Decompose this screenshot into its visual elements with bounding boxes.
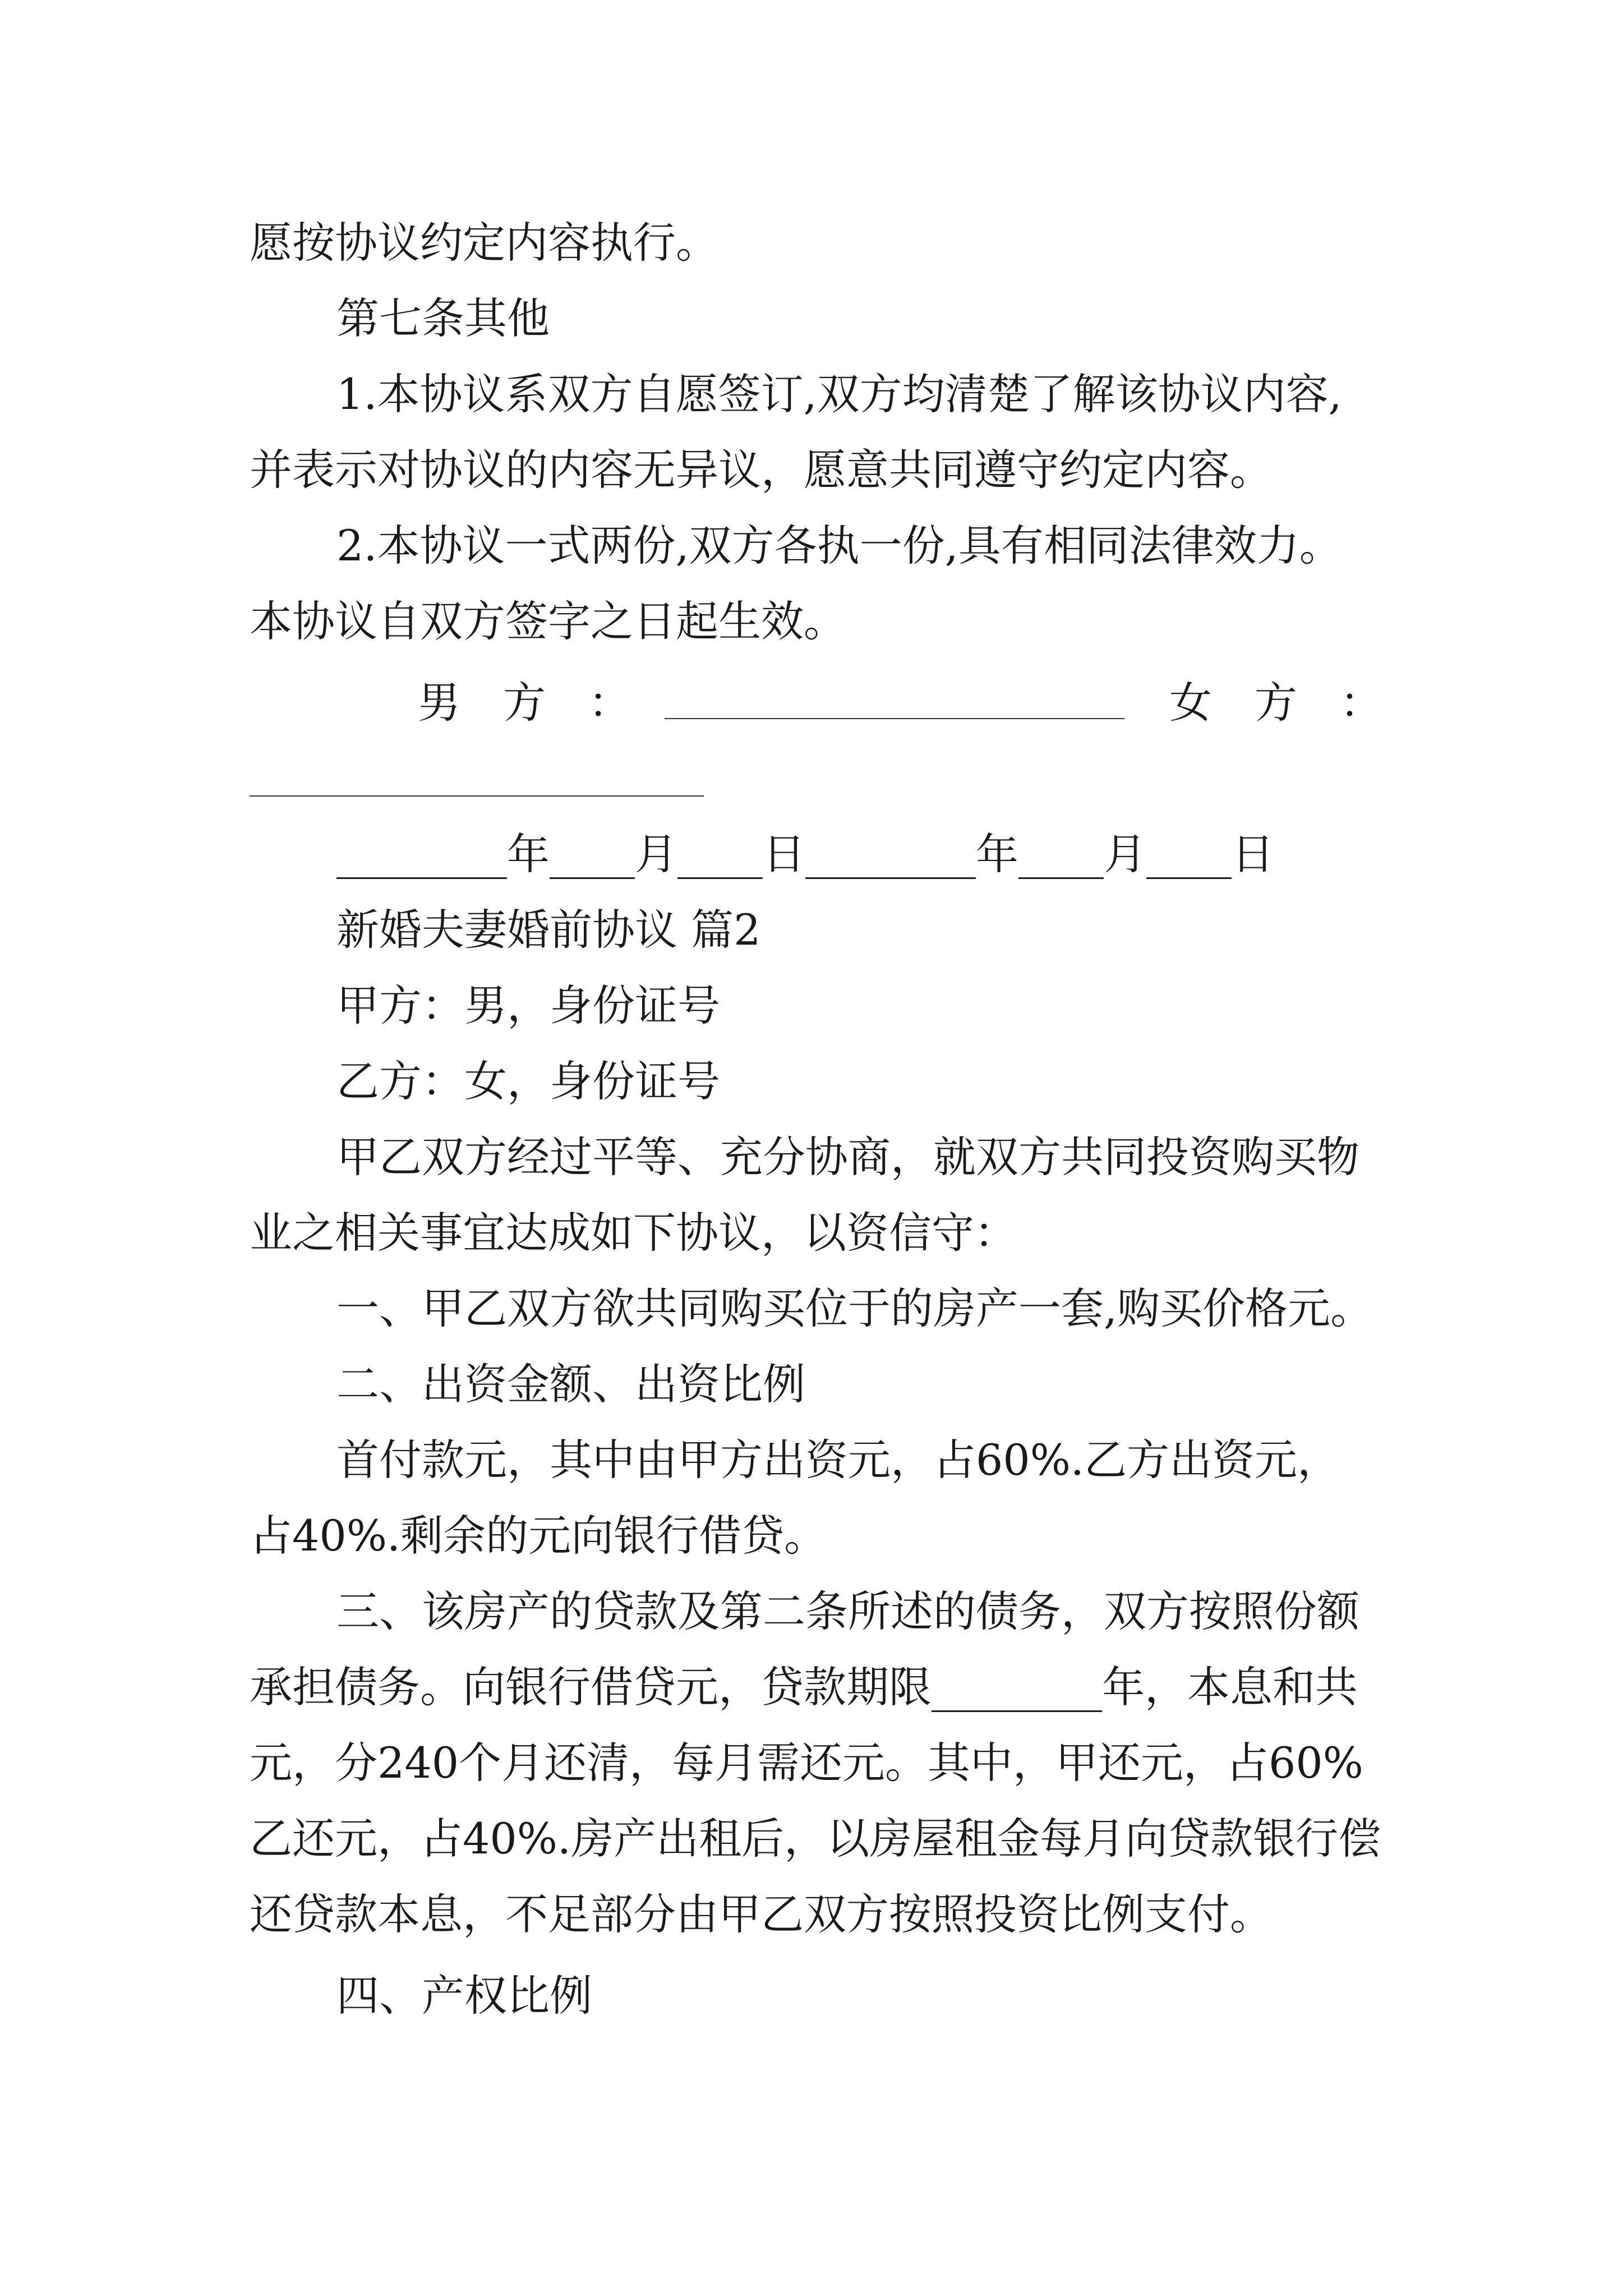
paragraph-line: 承担债务。向银行借贷元，贷款期限________年，本息和共 [250,1662,1358,1712]
clause-heading: 二、出资金额、出资比例 [336,1359,805,1409]
male-signature-label: 男 方 ： [418,678,631,728]
clause-heading: 四、产权比例 [336,1971,592,2021]
paragraph-line: 本协议自双方签字之日起生效。 [250,596,846,646]
party-a-line: 甲方：男，身份证号 [336,981,720,1030]
paragraph-line: 并表示对协议的内容无异议，愿意共同遵守约定内容。 [250,445,1272,495]
clause-line: 一、甲乙双方欲共同购买位于的房产一套,购买价格元。 [336,1283,1373,1333]
paragraph-line: 1.本协议系双方自愿签订,双方均清楚了解该协议内容, [336,369,1342,419]
paragraph-line: 愿按协议约定内容执行。 [250,218,718,268]
paragraph-line: 还贷款本息，不足部分由甲乙双方按照投资比例支付。 [250,1889,1272,1939]
female-signature-line [250,795,704,797]
document-title: 新婚夫妻婚前协议 篇2 [336,905,761,955]
paragraph-line: 首付款元，其中由甲方出资元，占60%.乙方出资元， [336,1435,1340,1485]
female-signature-label: 女 方 ： [1169,678,1382,728]
paragraph-line: 占40%.剩余的元向银行借贷。 [250,1511,827,1561]
section-heading: 第七条其他 [336,293,550,343]
date-line: ________年____月____日________年____月____日 [336,829,1274,879]
clause-line: 三、该房产的贷款及第二条所述的债务，双方按照份额 [336,1586,1359,1636]
paragraph-line: 业之相关事宜达成如下协议，以资信守： [250,1208,1017,1258]
paragraph-line: 甲乙双方经过平等、充分协商，就双方共同投资购买物 [336,1132,1359,1182]
male-signature-line [665,718,1124,719]
paragraph-line: 元，分240个月还清，每月需还元。其中，甲还元，占60% [250,1738,1363,1788]
party-b-line: 乙方：女，身份证号 [336,1056,720,1106]
paragraph-line: 2.本协议一式两份,双方各执一份,具有相同法律效力。 [336,521,1342,570]
paragraph-line: 乙还元，占40%.房产出租后，以房屋租金每月向贷款银行偿 [250,1814,1381,1864]
